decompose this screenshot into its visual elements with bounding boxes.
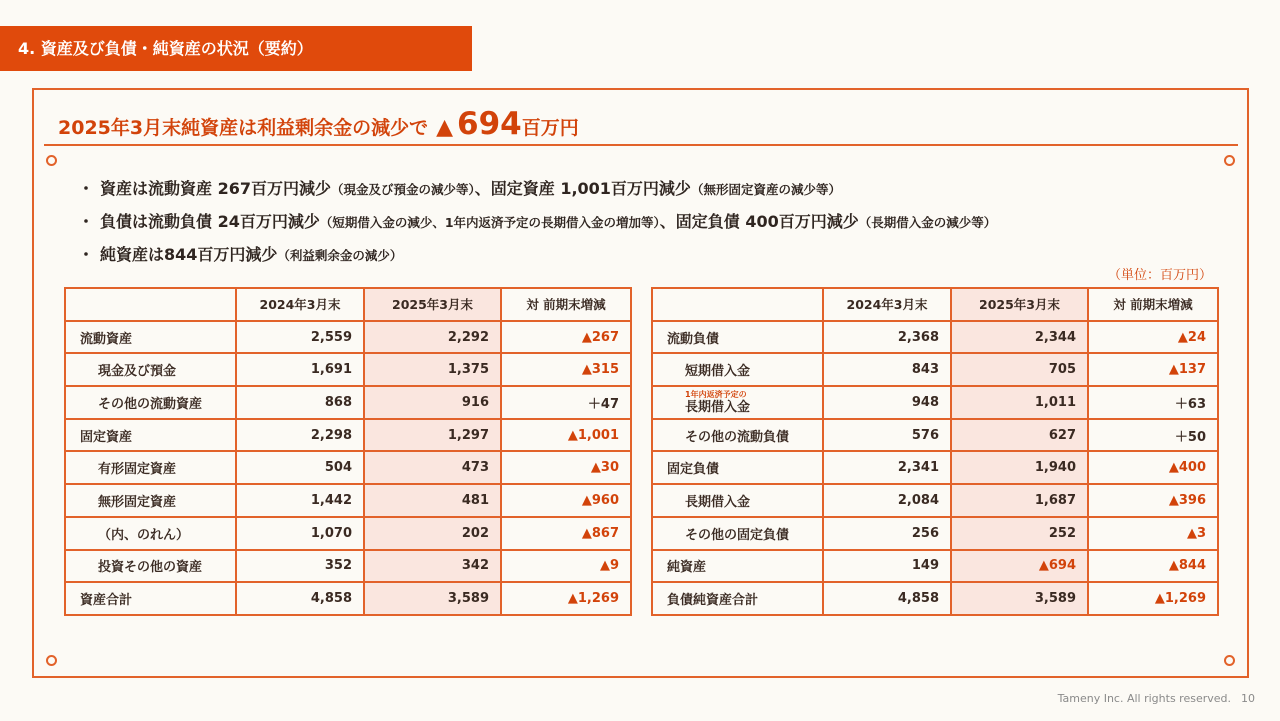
row-label: 負債純資産合計 <box>652 582 823 615</box>
value-2024: 948 <box>823 386 951 419</box>
row-label: 長期借入金 <box>652 484 823 517</box>
table-row <box>652 386 1218 419</box>
value-2025: 252 <box>951 517 1088 550</box>
row-label: その他の固定負債 <box>652 517 823 550</box>
value-2025: 473 <box>364 451 501 484</box>
table-row <box>65 484 631 517</box>
row-label: 固定負債 <box>652 451 823 484</box>
column-header: 対 前期末増減 <box>1088 288 1218 321</box>
bullet-item: ・ 資産は流動資産 267百万円減少（現金及び預金の減少等）、固定資産 1,001百万円減少（無形固定資産の減少等） <box>78 179 841 198</box>
row-label: 純資産 <box>652 550 823 583</box>
corner-circle-icon <box>46 155 57 166</box>
column-header: 対 前期末増減 <box>501 288 631 321</box>
copyright: Tameny Inc. All rights reserved. <box>1057 692 1231 705</box>
liabilities-table <box>651 287 1219 616</box>
value-change: ▲1,269 <box>1088 582 1218 615</box>
bullet-item: ・ 純資産は844百万円減少（利益剰余金の減少） <box>78 245 403 264</box>
corner-circle-icon <box>1224 655 1235 666</box>
row-label: その他の流動負債 <box>652 419 823 452</box>
column-header: 2025年3月末 <box>364 288 501 321</box>
table-header-row <box>652 288 1218 321</box>
value-2025: 1,940 <box>951 451 1088 484</box>
value-2025: 342 <box>364 550 501 583</box>
value-2025: 2,344 <box>951 321 1088 354</box>
assets-table <box>64 287 632 616</box>
value-change: ▲3 <box>1088 517 1218 550</box>
row-label: （内、のれん） <box>65 517 236 550</box>
value-2024: 843 <box>823 353 951 386</box>
value-change: ＋47 <box>501 386 631 419</box>
table-row <box>65 582 631 615</box>
value-change: ▲844 <box>1088 550 1218 583</box>
value-2025: 481 <box>364 484 501 517</box>
value-2024: 256 <box>823 517 951 550</box>
value-change: ▲24 <box>1088 321 1218 354</box>
value-2024: 2,341 <box>823 451 951 484</box>
corner-circle-icon <box>46 655 57 666</box>
value-change: ＋50 <box>1088 419 1218 452</box>
table-row <box>65 321 631 354</box>
value-2025: ▲694 <box>951 550 1088 583</box>
row-label: 固定資産 <box>65 419 236 452</box>
table-header-row <box>65 288 631 321</box>
table-row <box>65 353 631 386</box>
row-label: 投資その他の資産 <box>65 550 236 583</box>
table-row <box>652 484 1218 517</box>
value-2024: 504 <box>236 451 364 484</box>
row-label: 短期借入金 <box>652 353 823 386</box>
row-label-text: 長期借入金 <box>685 400 751 416</box>
value-2025: 3,589 <box>951 582 1088 615</box>
value-change: ▲137 <box>1088 353 1218 386</box>
table-row <box>65 451 631 484</box>
value-change: ▲867 <box>501 517 631 550</box>
table-row <box>652 353 1218 386</box>
value-2024: 2,368 <box>823 321 951 354</box>
value-2024: 2,084 <box>823 484 951 517</box>
row-label: 現金及び預金 <box>65 353 236 386</box>
value-change: ▲960 <box>501 484 631 517</box>
unit-note: （単位：百万円） <box>1107 268 1212 283</box>
row-label: 資産合計 <box>65 582 236 615</box>
summary-bullets <box>78 176 996 275</box>
section-title: 4. 資産及び負債・純資産の状況（要約） <box>0 26 472 71</box>
column-header <box>65 288 236 321</box>
value-2024: 149 <box>823 550 951 583</box>
value-2025: 627 <box>951 419 1088 452</box>
table-row <box>65 550 631 583</box>
value-2024: 1,691 <box>236 353 364 386</box>
value-change: ▲267 <box>501 321 631 354</box>
value-2025: 1,375 <box>364 353 501 386</box>
value-change: ▲315 <box>501 353 631 386</box>
value-2024: 868 <box>236 386 364 419</box>
value-2025: 1,011 <box>951 386 1088 419</box>
table-row <box>65 419 631 452</box>
table-row <box>652 321 1218 354</box>
headline-value: 694 <box>457 106 522 142</box>
column-header: 2024年3月末 <box>823 288 951 321</box>
value-change: ▲30 <box>501 451 631 484</box>
column-header: 2025年3月末 <box>951 288 1088 321</box>
table-row <box>652 419 1218 452</box>
value-change: ▲400 <box>1088 451 1218 484</box>
value-2024: 4,858 <box>236 582 364 615</box>
table-row <box>652 517 1218 550</box>
value-2025: 916 <box>364 386 501 419</box>
value-2025: 1,297 <box>364 419 501 452</box>
value-2025: 705 <box>951 353 1088 386</box>
value-2024: 352 <box>236 550 364 583</box>
value-change: ▲1,269 <box>501 582 631 615</box>
row-label: その他の流動資産 <box>65 386 236 419</box>
row-label: 無形固定資産 <box>65 484 236 517</box>
row-label <box>652 386 823 419</box>
value-2025: 3,589 <box>364 582 501 615</box>
headline-triangle: ▲ <box>436 115 454 140</box>
page-number: 10 <box>1241 692 1255 705</box>
value-2025: 2,292 <box>364 321 501 354</box>
value-2024: 576 <box>823 419 951 452</box>
value-2025: 202 <box>364 517 501 550</box>
corner-circle-icon <box>1224 155 1235 166</box>
value-change: ▲396 <box>1088 484 1218 517</box>
headline-divider <box>44 144 1238 146</box>
table-row <box>65 386 631 419</box>
column-header: 2024年3月末 <box>236 288 364 321</box>
row-label: 流動資産 <box>65 321 236 354</box>
value-2024: 2,298 <box>236 419 364 452</box>
row-label-note: 1年内返済予定の <box>685 390 747 400</box>
bullet-item: ・ 負債は流動負債 24百万円減少（短期借入金の減少、1年内返済予定の長期借入金の増加等）、固定負債 400百万円減少（長期借入金の減少等） <box>78 212 997 231</box>
headline-prefix: 2025年3月末純資産は利益剰余金の減少で <box>58 117 429 139</box>
table-row <box>65 517 631 550</box>
value-2025: 1,687 <box>951 484 1088 517</box>
value-2024: 2,559 <box>236 321 364 354</box>
value-2024: 4,858 <box>823 582 951 615</box>
table-row <box>652 582 1218 615</box>
row-label: 有形固定資産 <box>65 451 236 484</box>
table-row <box>652 550 1218 583</box>
value-change: ＋63 <box>1088 386 1218 419</box>
value-2024: 1,070 <box>236 517 364 550</box>
headline <box>58 106 579 146</box>
value-change: ▲9 <box>501 550 631 583</box>
headline-unit: 百万円 <box>521 117 579 139</box>
value-change: ▲1,001 <box>501 419 631 452</box>
table-row <box>652 451 1218 484</box>
footer <box>1058 692 1255 705</box>
value-2024: 1,442 <box>236 484 364 517</box>
row-label: 流動負債 <box>652 321 823 354</box>
column-header <box>652 288 823 321</box>
